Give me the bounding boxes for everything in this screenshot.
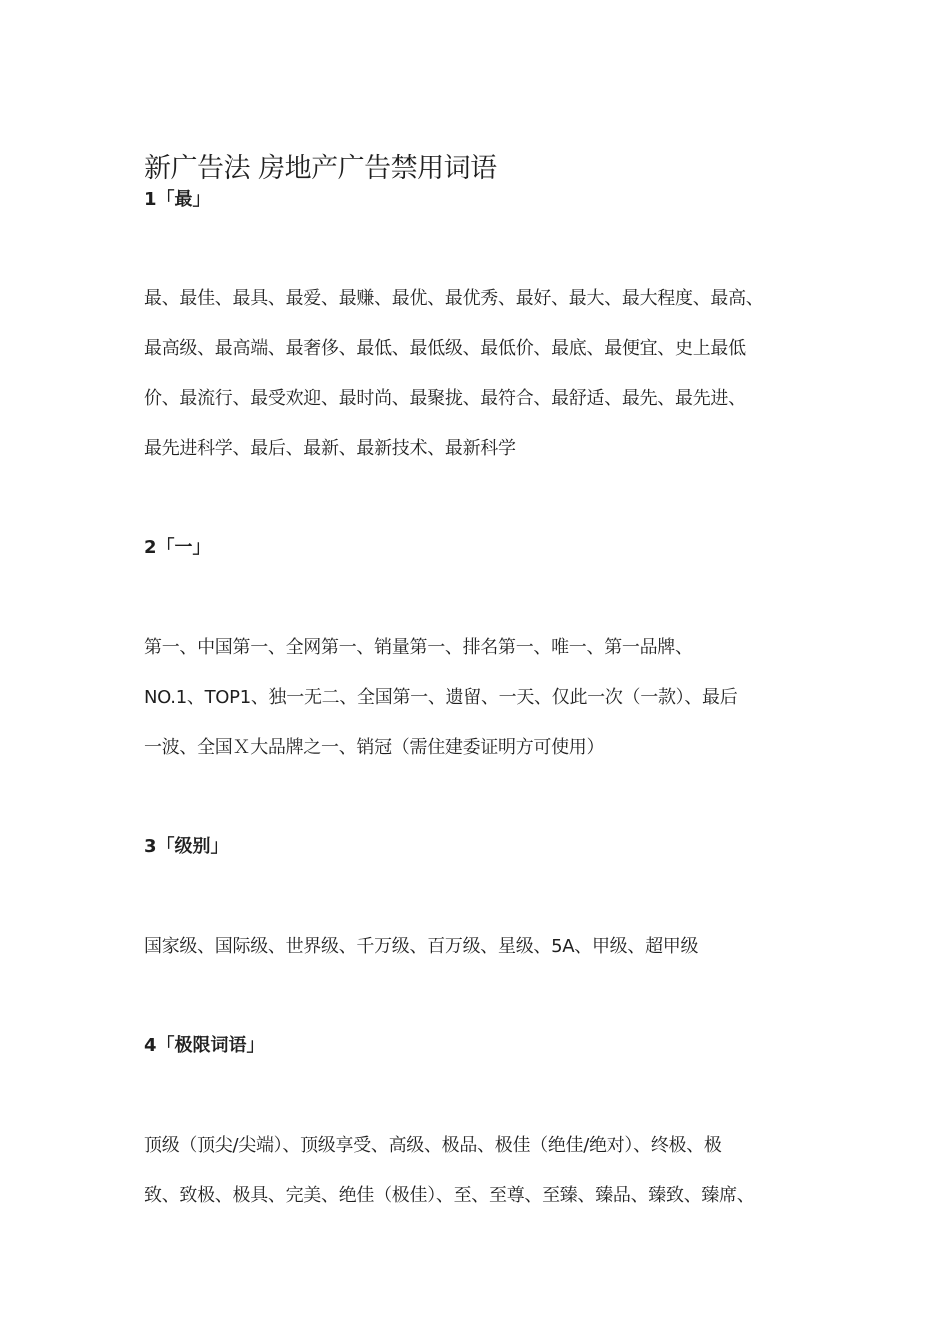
- text-line: 最高级、最高端、最奢侈、最低、最低级、最低价、最底、最便宜、史上最低: [144, 338, 746, 359]
- text-line: 最先进科学、最后、最新、最新技术、最新科学: [144, 438, 516, 459]
- section-body-2: [144, 623, 816, 773]
- text-line: NO.1、TOP1、独一无二、全国第一、遗留、一天、仅此一次（一款）、最后: [144, 687, 738, 708]
- section-body-3: [144, 922, 816, 972]
- text-line: 国家级、国际级、世界级、千万级、百万级、星级、5A、甲级、超甲级: [144, 936, 699, 957]
- section-heading-1: 1「最」: [144, 189, 211, 210]
- text-line: 最、最佳、最具、最爱、最赚、最优、最优秀、最好、最大、最大程度、最高、: [144, 288, 764, 309]
- section-body-1: [144, 274, 816, 474]
- text-line: 第一、中国第一、全网第一、销量第一、排名第一、唯一、第一品牌、: [144, 637, 693, 658]
- text-line: 顶级（顶尖/尖端）、顶级享受、高级、极品、极佳（绝佳/绝对）、终极、极: [144, 1135, 722, 1156]
- section-heading-4: 4「极限词语」: [144, 1035, 265, 1056]
- text-line: 一波、全国Ｘ大品牌之一、销冠（需住建委证明方可使用）: [144, 737, 605, 758]
- text-line: 价、最流行、最受欢迎、最时尚、最聚拢、最符合、最舒适、最先、最先进、: [144, 388, 746, 409]
- section-heading-2: 2「一」: [144, 537, 211, 558]
- section-heading-3: 3「级别」: [144, 836, 229, 857]
- section-body-4: [144, 1121, 816, 1221]
- text-line: 致、致极、极具、完美、绝佳（极佳）、至、至尊、至臻、臻品、臻致、臻席、: [144, 1185, 755, 1206]
- page-title: 新广告法 房地产广告禁用词语: [144, 153, 497, 185]
